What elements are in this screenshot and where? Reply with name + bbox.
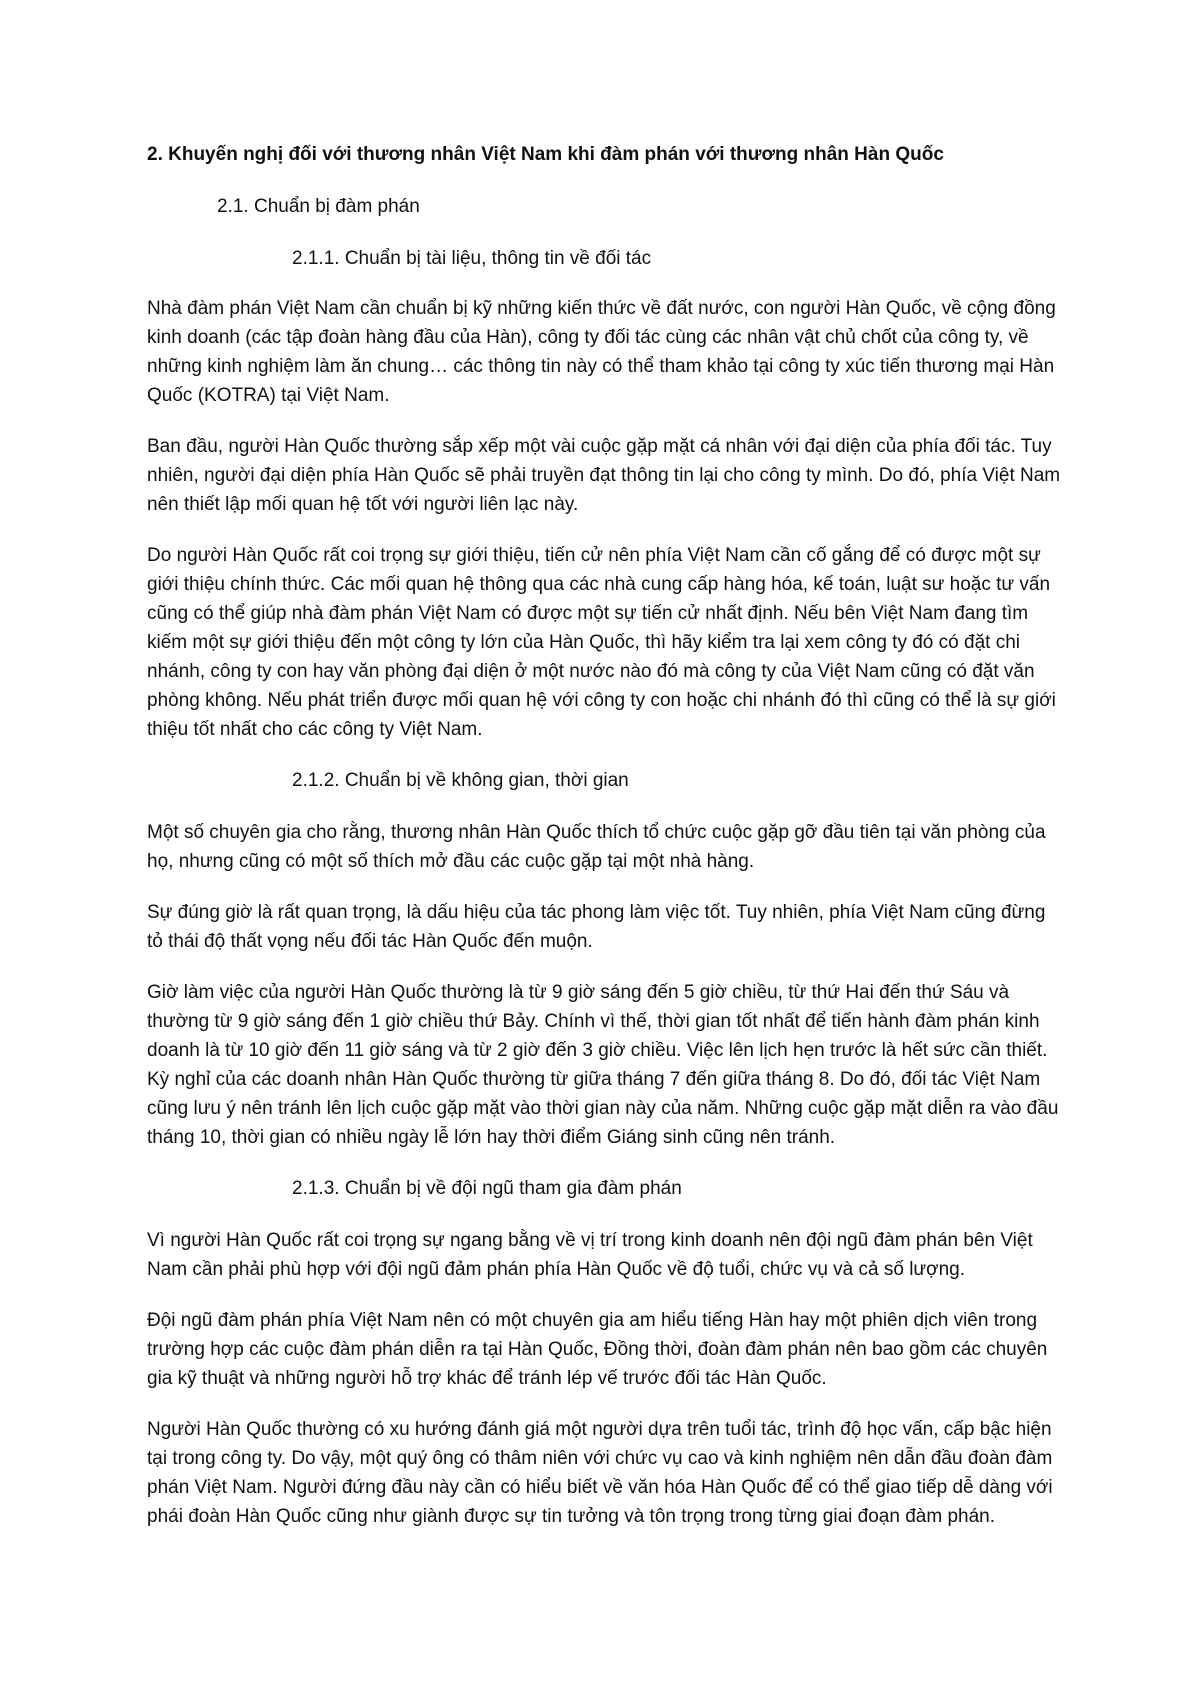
paragraph-7: Vì người Hàn Quốc rất coi trọng sự ngang bằng về vị trí trong kinh doanh nên đội ngũ đàm phán bên Việt Nam cần phải phù hợp với đội ngũ đảm phán phía Hàn Quốc về độ tuổi, chức vụ và cả số lượng. [147,1230,1033,1280]
paragraph-3: Do người Hàn Quốc rất coi trọng sự giới thiệu, tiến cử nên phía Việt Nam cần cố gắng để có được một sự giới thiệu chính thức. Các mối quan hệ thông qua các nhà cung cấp hàng hóa, kế toán, luật sư hoặc tư vấn cũng có thể giúp nhà đàm phán Việt Nam có được một sự tiến cử nhất định. Nếu bên Việt Nam đang tìm kiếm một sự giới thiệu đến một công ty lớn của Hàn Quốc, thì hãy kiểm tra lại xem công ty đó có đặt chi nhánh, công ty con hay văn phòng đại diện ở một nước nào đó mà công ty của Việt Nam cũng có đặt văn phòng không. Nếu phát triển được mối quan hệ với công ty con hoặc chi nhánh đó thì cũng có thể là sự giới thiệu tốt nhất cho các công ty Việt Nam. [147,545,1056,740]
section-heading-2-1-1: 2.1.1. Chuẩn bị tài liệu, thông tin về đối tác [292,248,652,269]
paragraph-4: Một số chuyên gia cho rằng, thương nhân Hàn Quốc thích tổ chức cuộc gặp gỡ đầu tiên tại văn phòng của họ, nhưng cũng có một số thích mở đầu các cuộc gặp tại một nhà hàng. [147,822,1046,872]
main-heading: 2. Khuyến nghị đối với thương nhân Việt Nam khi đàm phán với thương nhân Hàn Quốc [147,144,944,165]
document-page [147,140,1062,1553]
section-heading-2-1-3: 2.1.3. Chuẩn bị về đội ngũ tham gia đàm phán [292,1178,682,1199]
paragraph-9: Người Hàn Quốc thường có xu hướng đánh giá một người dựa trên tuổi tác, trình độ học vấn, cấp bậc hiện tại trong công ty. Do vậy, một quý ông có thâm niên với chức vụ cao và kinh nghiệm nên dẫn đầu đoàn đàm phán Việt Nam. Người đứng đầu này cần có hiểu biết về văn hóa Hàn Quốc để có thể giao tiếp dễ dàng với phái đoàn Hàn Quốc cũng như giành được sự tin tưởng và tôn trọng trong từng giai đoạn đàm phán. [147,1419,1053,1527]
paragraph-2: Ban đầu, người Hàn Quốc thường sắp xếp một vài cuộc gặp mặt cá nhân với đại diện của phía đối tác. Tuy nhiên, người đại diện phía Hàn Quốc sẽ phải truyền đạt thông tin lại cho công ty mình. Do đó, phía Việt Nam nên thiết lập mối quan hệ tốt với người liên lạc này. [147,436,1061,515]
paragraph-8: Đội ngũ đàm phán phía Việt Nam nên có một chuyên gia am hiểu tiếng Hàn hay một phiên dịch viên trong trường hợp các cuộc đàm phán diễn ra tại Hàn Quốc, Đồng thời, đoàn đàm phán nên bao gồm các chuyên gia kỹ thuật và những người hỗ trợ khác để tránh lép vế trước đối tác Hàn Quốc. [147,1310,1048,1389]
paragraph-6: Giờ làm việc của người Hàn Quốc thường là từ 9 giờ sáng đến 5 giờ chiều, từ thứ Hai đến thứ Sáu và thường từ 9 giờ sáng đến 1 giờ chiều thứ Bảy. Chính vì thế, thời gian tốt nhất để tiến hành đàm phán kinh doanh là từ 10 giờ đến 11 giờ sáng và từ 2 giờ đến 3 giờ chiều. Việc lên lịch hẹn trước là hết sức cần thiết. Kỳ nghỉ của các doanh nhân Hàn Quốc thường từ giữa tháng 7 đến giữa tháng 8. Do đó, đối tác Việt Nam cũng lưu ý nên tránh lên lịch cuộc gặp mặt vào thời gian này của năm. Những cuộc gặp mặt diễn ra vào đầu tháng 10, thời gian có nhiều ngày lễ lớn hay thời điểm Giáng sinh cũng nên tránh. [147,982,1059,1148]
paragraph-5: Sự đúng giờ là rất quan trọng, là dấu hiệu của tác phong làm việc tốt. Tuy nhiên, phía Việt Nam cũng đừng tỏ thái độ thất vọng nếu đối tác Hàn Quốc đến muộn. [147,902,1046,952]
paragraph-1: Nhà đàm phán Việt Nam cần chuẩn bị kỹ những kiến thức về đất nước, con người Hàn Quốc, về cộng đồng kinh doanh (các tập đoàn hàng đầu của Hàn), công ty đối tác cùng các nhân vật chủ chốt của công ty, về những kinh nghiệm làm ăn chung… các thông tin này có thể tham khảo tại công ty xúc tiến thương mại Hàn Quốc (KOTRA) tại Việt Nam. [147,298,1056,406]
section-heading-2-1: 2.1. Chuẩn bị đàm phán [217,196,420,217]
section-heading-2-1-2: 2.1.2. Chuẩn bị về không gian, thời gian [292,770,629,791]
